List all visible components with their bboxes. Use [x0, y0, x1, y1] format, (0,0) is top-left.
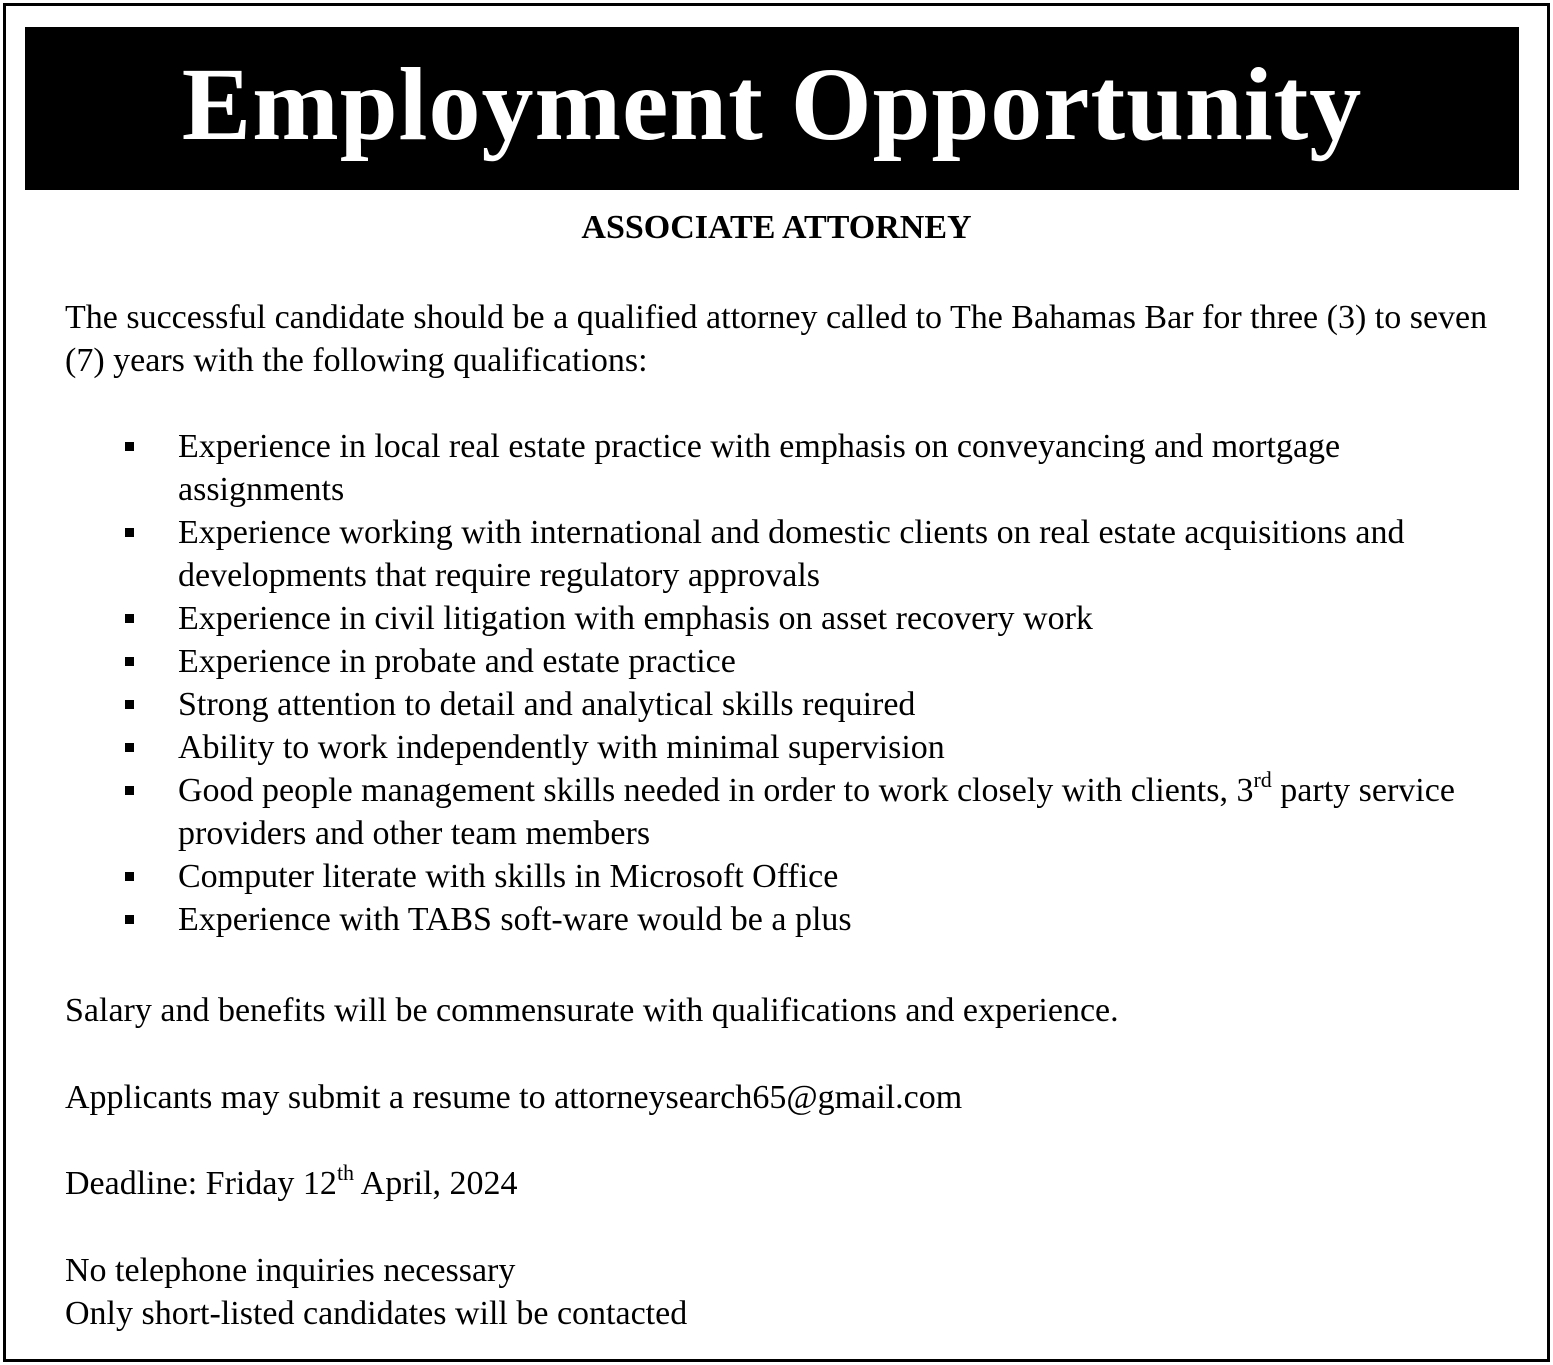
qualification-text: Experience with TABS soft-ware would be a plus — [178, 901, 852, 938]
ordinal-suffix: rd — [1253, 767, 1272, 792]
qualification-text: Computer literate with skills in Microsoft Office — [178, 858, 839, 895]
applicants-prefix: Applicants may submit a resume to — [65, 1079, 555, 1116]
square-bullet-icon — [125, 528, 134, 537]
qualification-text: Experience in local real estate practice with emphasis on conveyancing and mortgage assignments — [178, 428, 1341, 508]
banner-title: Employment Opportunity — [181, 46, 1363, 162]
qualification-text: Experience in civil litigation with emphasis on asset recovery work — [178, 600, 1093, 637]
square-bullet-icon — [125, 657, 134, 666]
square-bullet-icon — [125, 786, 134, 795]
deadline-after: April, 2024 — [354, 1165, 518, 1202]
qualification-text-after: party service providers and other team members — [178, 772, 1455, 852]
qualifications-list — [65, 425, 1505, 941]
square-bullet-icon — [125, 915, 134, 924]
qualification-text: Ability to work independently with minimal supervision — [178, 729, 945, 766]
applicants-paragraph — [65, 1076, 1505, 1119]
intro-paragraph: The successful candidate should be a qualified attorney called to The Bahamas Bar for three (3) to seven (7) years with the following qualifications: — [65, 299, 1488, 379]
square-bullet-icon — [125, 872, 134, 881]
qualification-item — [65, 597, 1505, 640]
qualification-item — [65, 425, 1505, 511]
salary-paragraph: Salary and benefits will be commensurate with qualifications and experience. — [65, 992, 1119, 1029]
banner — [25, 27, 1519, 190]
qualification-item — [65, 511, 1505, 597]
closing-line-2: Only short-listed candidates will be contacted — [65, 1295, 688, 1332]
deadline-paragraph — [65, 1162, 1505, 1205]
qualification-item — [65, 683, 1505, 726]
square-bullet-icon — [125, 743, 134, 752]
qualification-item — [65, 640, 1505, 683]
qualification-text-before: Good people management skills needed in order to work closely with clients, 3 — [178, 772, 1254, 809]
position-title: ASSOCIATE ATTORNEY — [581, 209, 972, 246]
square-bullet-icon — [125, 700, 134, 709]
square-bullet-icon — [125, 442, 134, 451]
qualification-item — [65, 898, 1505, 941]
contact-email: attorneysearch65@gmail.com — [554, 1079, 963, 1116]
square-bullet-icon — [125, 614, 134, 623]
qualification-item — [65, 855, 1505, 898]
qualification-text: Experience in probate and estate practice — [178, 643, 736, 680]
qualification-item — [65, 769, 1505, 855]
qualification-text: Experience working with international and domestic clients on real estate acquisitions and developments that require regulatory approvals — [178, 514, 1405, 594]
ordinal-suffix: th — [336, 1160, 355, 1185]
closing-notes — [65, 1249, 1505, 1335]
qualification-item — [65, 726, 1505, 769]
deadline-before: Deadline: Friday 12 — [65, 1165, 337, 1202]
qualification-text: Strong attention to detail and analytical skills required — [178, 686, 916, 723]
closing-line-1: No telephone inquiries necessary — [65, 1252, 516, 1289]
